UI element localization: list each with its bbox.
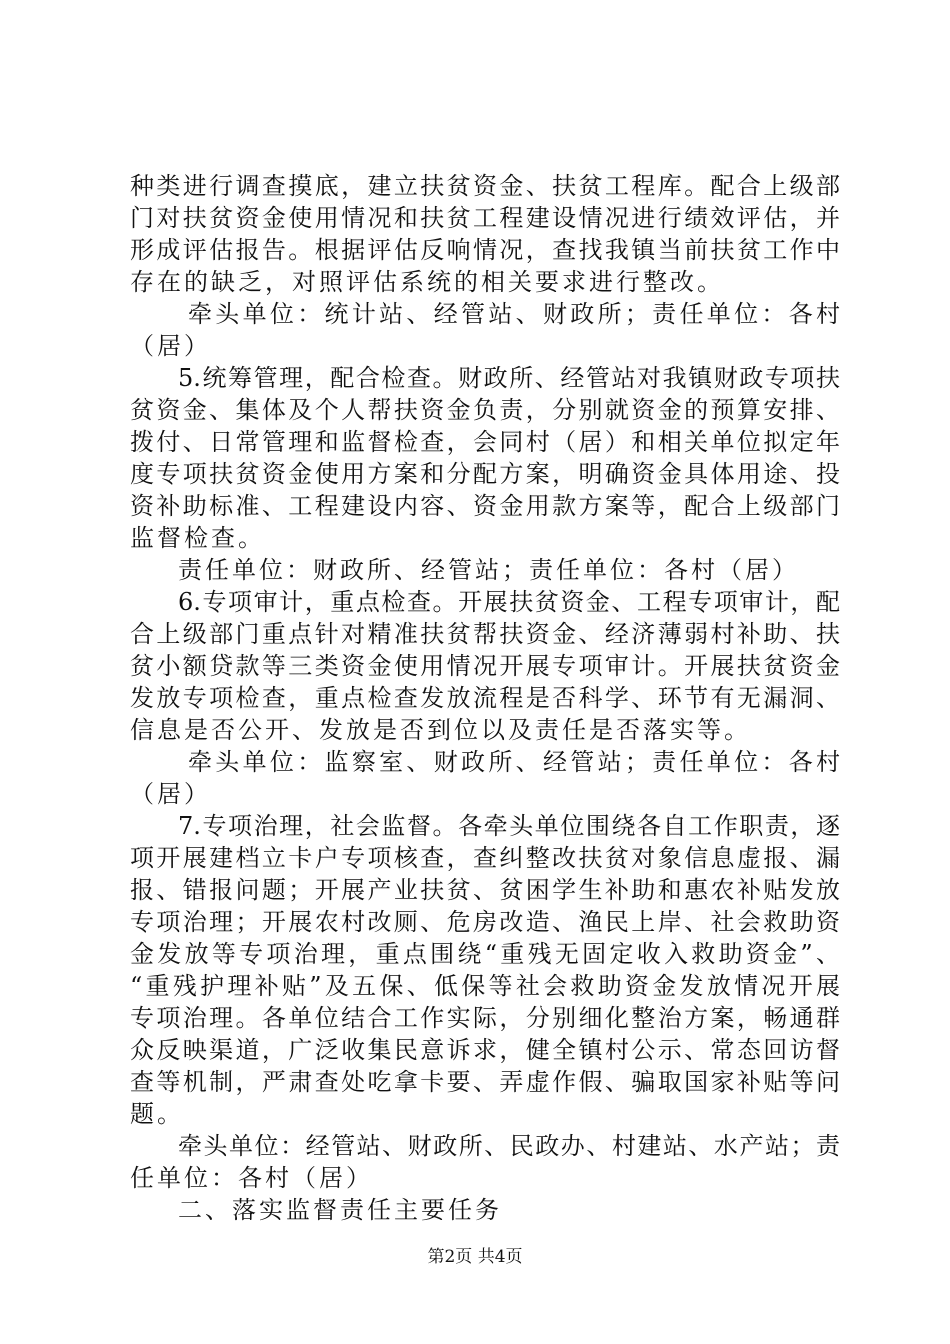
text-line: 形成评估报告。根据评估反响情况，查找我镇当前扶贫工作中 bbox=[130, 236, 840, 264]
text-line: 拨付、日常管理和监督检查，会同村（居）和相关单位拟定年 bbox=[130, 428, 840, 456]
text-line: 存在的缺乏，对照评估系统的相关要求进行整改。 bbox=[130, 268, 724, 296]
text-line: （居） bbox=[130, 332, 211, 360]
text-line: 项开展建档立卡户专项核查，查纠整改扶贫对象信息虚报、漏 bbox=[130, 844, 840, 872]
page-number: 第2页 共4页 bbox=[427, 1247, 523, 1267]
text-line: 任单位：各村（居） bbox=[130, 1164, 373, 1192]
text-line: 专项治理。各单位结合工作实际，分别细化整治方案，畅通群 bbox=[130, 1004, 840, 1032]
lead-unit-line: 牵头单位：统计站、经管站、财政所；责任单位：各村 bbox=[188, 300, 840, 328]
text-line: 监督检查。 bbox=[130, 524, 265, 552]
text-line: 查等机制，严肃查处吃拿卡要、弄虚作假、骗取国家补贴等问 bbox=[130, 1068, 840, 1096]
text-line: 发放专项检查，重点检查发放流程是否科学、环节有无漏洞、 bbox=[130, 684, 840, 712]
text-line: 资补助标准、工程建设内容、资金用款方案等，配合上级部门 bbox=[130, 492, 840, 520]
lead-unit-line: 牵头单位：经管站、财政所、民政办、村建站、水产站；责 bbox=[178, 1132, 840, 1160]
text-line: 门对扶贫资金使用情况和扶贫工程建设情况进行绩效评估，并 bbox=[130, 204, 840, 232]
responsible-unit-line: 责任单位：财政所、经管站；责任单位：各村（居） bbox=[178, 556, 799, 584]
text-line: （居） bbox=[130, 780, 211, 808]
text-line: 信息是否公开、发放是否到位以及责任是否落实等。 bbox=[130, 716, 751, 744]
item-7-heading: 7.专项治理，社会监督。各牵头单位围绕各自工作职责，逐 bbox=[178, 812, 840, 840]
text-line: 贫资金、集体及个人帮扶资金负责，分别就资金的预算安排、 bbox=[130, 396, 840, 424]
text-line: 题。 bbox=[130, 1100, 184, 1128]
body-text bbox=[130, 170, 840, 1226]
text-line: 众反映渠道，广泛收集民意诉求，健全镇村公示、常态回访督 bbox=[130, 1036, 840, 1064]
item-6-heading: 6.专项审计，重点检查。开展扶贫资金、工程专项审计，配 bbox=[178, 588, 840, 616]
section-heading: 二、落实监督责任主要任务 bbox=[178, 1196, 502, 1224]
text-line: 贫小额贷款等三类资金使用情况开展专项审计。开展扶贫资金 bbox=[130, 652, 840, 680]
text-line: “重残护理补贴”及五保、低保等社会救助资金发放情况开展 bbox=[130, 972, 840, 1000]
text-line: 合上级部门重点针对精准扶贫帮扶资金、经济薄弱村补助、扶 bbox=[130, 620, 840, 648]
text-line: 种类进行调查摸底，建立扶贫资金、扶贫工程库。配合上级部 bbox=[130, 172, 840, 200]
text-line: 报、错报问题；开展产业扶贫、贫困学生补助和惠农补贴发放 bbox=[130, 876, 840, 904]
lead-unit-line: 牵头单位：监察室、财政所、经管站；责任单位：各村 bbox=[188, 748, 840, 776]
text-line: 度专项扶贫资金使用方案和分配方案，明确资金具体用途、投 bbox=[130, 460, 840, 488]
text-line: 金发放等专项治理，重点围绕“重残无固定收入救助资金”、 bbox=[130, 940, 840, 968]
item-5-heading: 5.统筹管理，配合检查。财政所、经管站对我镇财政专项扶 bbox=[178, 364, 840, 392]
text-line: 专项治理；开展农村改厕、危房改造、渔民上岸、社会救助资 bbox=[130, 908, 840, 936]
